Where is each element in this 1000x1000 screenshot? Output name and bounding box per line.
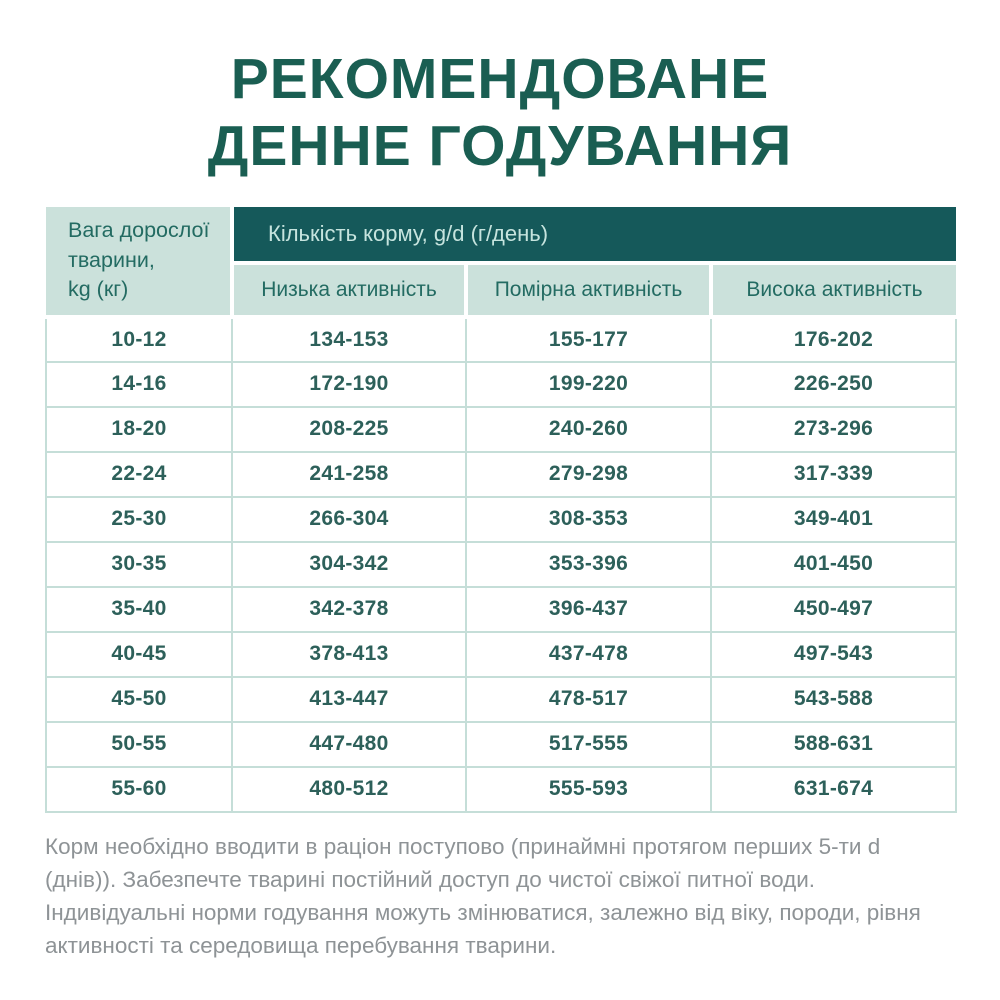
page-title-line-2: ДЕННЕ ГОДУВАННЯ bbox=[207, 114, 793, 179]
table-row bbox=[46, 497, 956, 542]
value-cell-moderate: 555-593 bbox=[466, 767, 711, 812]
value-cell-high: 401-450 bbox=[711, 542, 956, 587]
table-row bbox=[46, 767, 956, 812]
value-cell-high: 543-588 bbox=[711, 677, 956, 722]
value-cell-moderate: 308-353 bbox=[466, 497, 711, 542]
weight-cell: 35-40 bbox=[46, 587, 232, 632]
value-cell-high: 226-250 bbox=[711, 362, 956, 407]
value-cell-high: 450-497 bbox=[711, 587, 956, 632]
value-cell-high: 631-674 bbox=[711, 767, 956, 812]
value-cell-moderate: 240-260 bbox=[466, 407, 711, 452]
value-cell-low: 134-153 bbox=[232, 317, 466, 362]
value-cell-high: 317-339 bbox=[711, 452, 956, 497]
weight-header-line: тварини, bbox=[68, 247, 155, 272]
table-row bbox=[46, 722, 956, 767]
weight-cell: 30-35 bbox=[46, 542, 232, 587]
value-cell-high: 349-401 bbox=[711, 497, 956, 542]
value-cell-low: 172-190 bbox=[232, 362, 466, 407]
table-header-row-top bbox=[46, 207, 956, 263]
value-cell-low: 413-447 bbox=[232, 677, 466, 722]
weight-header-line: Вага дорослої bbox=[68, 218, 210, 243]
weight-cell: 40-45 bbox=[46, 632, 232, 677]
value-cell-low: 480-512 bbox=[232, 767, 466, 812]
value-cell-low: 266-304 bbox=[232, 497, 466, 542]
value-cell-moderate: 478-517 bbox=[466, 677, 711, 722]
weight-cell: 25-30 bbox=[46, 497, 232, 542]
weight-cell: 10-12 bbox=[46, 317, 232, 362]
moderate-activity-header: Помірна активність bbox=[466, 263, 711, 317]
weight-header-line: kg (кг) bbox=[68, 277, 129, 302]
value-cell-low: 342-378 bbox=[232, 587, 466, 632]
food-amount-header: Кількість корму, g/d (г/день) bbox=[232, 207, 956, 263]
weight-cell: 45-50 bbox=[46, 677, 232, 722]
value-cell-moderate: 279-298 bbox=[466, 452, 711, 497]
value-cell-moderate: 517-555 bbox=[466, 722, 711, 767]
table-row bbox=[46, 317, 956, 362]
table-row bbox=[46, 587, 956, 632]
value-cell-high: 273-296 bbox=[711, 407, 956, 452]
footnote: Корм необхідно вводити в раціон поступово (принаймні протягом перших 5-ти d (днів)). Забезпечте тварині постійний доступ до чистої свіжої питної води. Індивідуальні норми годування можуть змінюватися, залежно від віку, породи, рівня активності та середовища перебування тварини. bbox=[45, 833, 921, 958]
value-cell-high: 588-631 bbox=[711, 722, 956, 767]
value-cell-moderate: 199-220 bbox=[466, 362, 711, 407]
table-row bbox=[46, 542, 956, 587]
table-row bbox=[46, 452, 956, 497]
weight-cell: 50-55 bbox=[46, 722, 232, 767]
weight-cell: 55-60 bbox=[46, 767, 232, 812]
value-cell-low: 241-258 bbox=[232, 452, 466, 497]
table-row bbox=[46, 677, 956, 722]
weight-column-header bbox=[46, 207, 232, 317]
feeding-table bbox=[45, 207, 957, 813]
high-activity-header: Висока активність bbox=[711, 263, 956, 317]
table-row bbox=[46, 362, 956, 407]
weight-cell: 18-20 bbox=[46, 407, 232, 452]
value-cell-high: 497-543 bbox=[711, 632, 956, 677]
page-title-line-1: РЕКОМЕНДОВАНЕ bbox=[230, 47, 770, 111]
value-cell-high: 176-202 bbox=[711, 317, 956, 362]
value-cell-moderate: 353-396 bbox=[466, 542, 711, 587]
weight-cell: 14-16 bbox=[46, 362, 232, 407]
value-cell-moderate: 396-437 bbox=[466, 587, 711, 632]
table-row bbox=[46, 632, 956, 677]
value-cell-low: 208-225 bbox=[232, 407, 466, 452]
value-cell-moderate: 155-177 bbox=[466, 317, 711, 362]
value-cell-low: 304-342 bbox=[232, 542, 466, 587]
value-cell-moderate: 437-478 bbox=[466, 632, 711, 677]
weight-cell: 22-24 bbox=[46, 452, 232, 497]
page-title bbox=[0, 0, 1000, 181]
table-row bbox=[46, 407, 956, 452]
value-cell-low: 447-480 bbox=[232, 722, 466, 767]
value-cell-low: 378-413 bbox=[232, 632, 466, 677]
low-activity-header: Низька активність bbox=[232, 263, 466, 317]
